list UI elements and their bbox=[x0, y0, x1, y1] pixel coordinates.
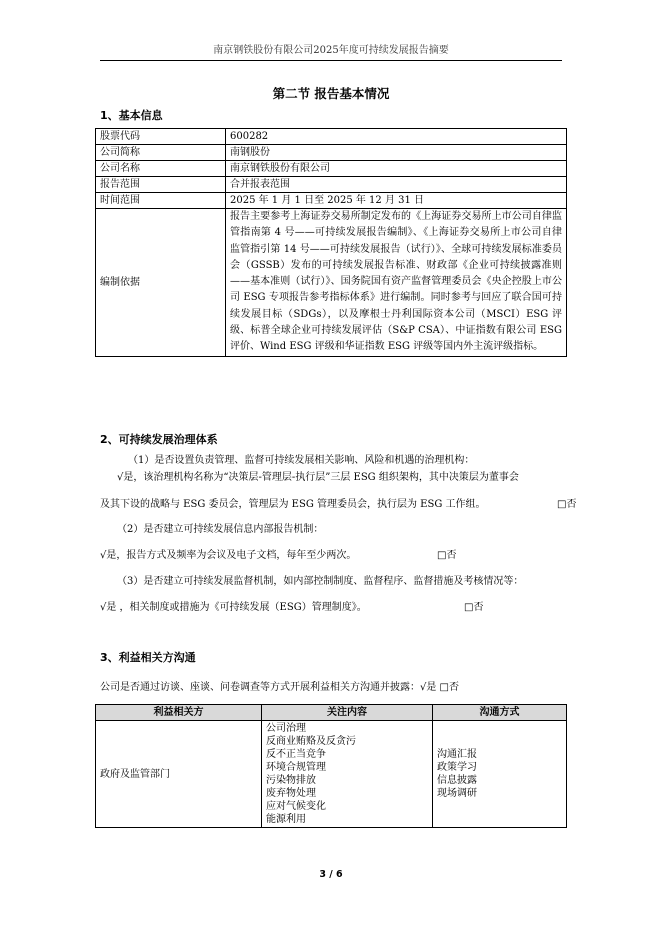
list-item: 污染物排放 bbox=[266, 775, 316, 786]
table-row bbox=[96, 193, 567, 209]
governance-q1-answer-line1: √是，该治理机构名称为“决策层-管理层-执行层”三层 ESG 组织架构，其中决策层为董事会 bbox=[117, 472, 519, 483]
table-row bbox=[96, 177, 567, 193]
governance-q3: （3）是否建立可持续发展监督机制，如内部控制制度、监督程序、监督措施及考核情况等： bbox=[117, 576, 524, 587]
row-value: 南钢股份 bbox=[226, 145, 567, 161]
list-item: 能源利用 bbox=[266, 814, 306, 825]
row-key: 公司名称 bbox=[96, 161, 226, 177]
header-divider bbox=[100, 60, 562, 61]
row-key: 报告范围 bbox=[96, 177, 226, 193]
table-header-row bbox=[96, 705, 567, 721]
governance-q2-no-option: □否 bbox=[437, 550, 457, 561]
list-item: 环境合规管理 bbox=[266, 762, 326, 773]
page-number: 3 / 6 bbox=[319, 869, 343, 880]
table-row bbox=[96, 129, 567, 145]
row-value: 2025 年 1 月 1 日至 2025 年 12 月 31 日 bbox=[226, 193, 567, 209]
table-row bbox=[96, 209, 567, 357]
governance-q2-answer: √是，报告方式及频率为会议及电子文档，每年至少两次。 bbox=[100, 550, 357, 561]
stakeholder-concerns bbox=[262, 721, 433, 828]
list-item: 现场调研 bbox=[437, 788, 477, 799]
table-row bbox=[96, 721, 567, 828]
row-key: 编制依据 bbox=[96, 209, 226, 357]
list-item: 废弃物处理 bbox=[266, 788, 316, 799]
governance-heading: 2、可持续发展治理体系 bbox=[100, 433, 218, 446]
table-row bbox=[96, 161, 567, 177]
stakeholder-intro: 公司是否通过访谈、座谈、问卷调查等方式开展利益相关方沟通并披露：√是 □否 bbox=[100, 682, 459, 693]
table-row bbox=[96, 145, 567, 161]
row-value: 合并报表范围 bbox=[226, 177, 567, 193]
column-header: 关注内容 bbox=[262, 705, 433, 721]
list-item: 反商业贿赂及反贪污 bbox=[266, 736, 356, 747]
list-item: 应对气候变化 bbox=[266, 801, 326, 812]
stakeholder-heading: 3、利益相关方沟通 bbox=[100, 651, 196, 664]
page-header: 南京钢铁股份有限公司2025年度可持续发展报告摘要 bbox=[213, 45, 449, 56]
governance-q1-answer-line2: 及其下设的战略与 ESG 委员会，管理层为 ESG 管理委员会，执行层为 ESG 工作组。 bbox=[100, 499, 486, 510]
column-header: 沟通方式 bbox=[433, 705, 567, 721]
governance-q3-answer: √是 ，相关制度或措施为《可持续发展（ESG）管理制度》。 bbox=[100, 602, 367, 613]
governance-q1: （1）是否设置负责管理、监督可持续发展相关影响、风险和机遇的治理机构： bbox=[128, 455, 475, 466]
row-key: 时间范围 bbox=[96, 193, 226, 209]
basic-info-heading: 1、基本信息 bbox=[100, 109, 163, 122]
row-value: 600282 bbox=[226, 129, 567, 145]
list-item: 公司治理 bbox=[266, 723, 306, 734]
governance-q3-no-option: □否 bbox=[464, 602, 484, 613]
stakeholder-methods bbox=[433, 721, 567, 828]
governance-q1-no-option: □否 bbox=[557, 499, 577, 510]
row-value: 南京钢铁股份有限公司 bbox=[226, 161, 567, 177]
column-header: 利益相关方 bbox=[96, 705, 262, 721]
list-item: 沟通汇报 bbox=[437, 749, 477, 760]
list-item: 政策学习 bbox=[437, 762, 477, 773]
governance-q2: （2）是否建立可持续发展信息内部报告机制： bbox=[117, 524, 324, 535]
stakeholder-party: 政府及监管部门 bbox=[96, 721, 262, 828]
row-key: 股票代码 bbox=[96, 129, 226, 145]
list-item: 信息披露 bbox=[437, 775, 477, 786]
section-title: 第二节 报告基本情况 bbox=[272, 86, 390, 101]
stakeholder-table bbox=[95, 704, 567, 828]
row-key: 公司简称 bbox=[96, 145, 226, 161]
basic-info-table bbox=[95, 128, 567, 357]
row-value: 报告主要参考上海证券交易所制定发布的《上海证券交易所上市公司自律监管指南第 4 号——可持续发展报告编制》、《上海证券交易所上市公司自律监管指引第 14 号——可持续发展报告（试行）》、全球可持续发展标准委员会（GSSB）发布的可持续发展报告标准、财政部《企业可持续披露准则——基本准则（试行）》、国务院国有资产监督管理委员会《央企控股上市公司 ESG 专项报告参考指标体系》进行编制。同时参考与回应了联合国可持续发展目标（SDGs），以及摩根士丹利国际资本公司（MSCI）ESG 评级、标普全球企业可持续发展评估（S&P CSA）、中证指数有限公司 ESG 评价、Wind ESG 评级和华证指数 ESG 评级等国内外主流评级指标。 bbox=[226, 209, 567, 357]
list-item: 反不正当竞争 bbox=[266, 749, 326, 760]
